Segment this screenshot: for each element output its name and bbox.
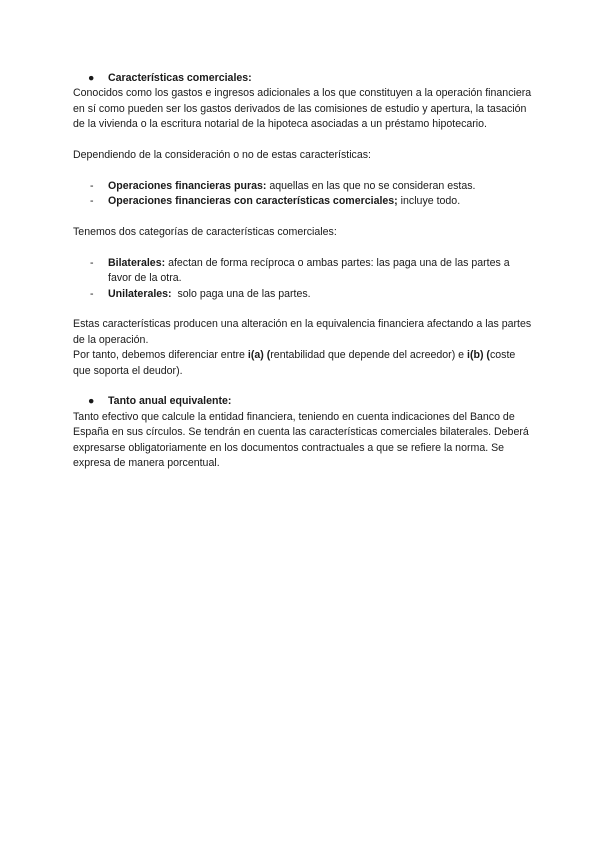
item-text: afectan de forma recíproca o ambas partes: las paga una de las partes a favor de la otra. <box>108 256 510 285</box>
spacer <box>73 210 533 225</box>
dash-icon: - <box>90 195 94 208</box>
dash-icon: - <box>90 256 94 269</box>
list-categorias <box>73 256 533 302</box>
paragraph-diferenciar <box>73 348 533 379</box>
spacer <box>73 240 533 255</box>
paragraph-categorias: Tenemos dos categorías de características comerciales: <box>73 226 337 239</box>
spacer <box>73 133 533 148</box>
item-text: incluye todo. <box>397 195 461 208</box>
heading-tanto-anual <box>73 394 533 409</box>
text-start: Por tanto, debemos diferenciar entre <box>73 349 248 362</box>
bullet-icon: ● <box>88 72 95 84</box>
heading-text: Tanto anual equivalente: <box>108 395 232 408</box>
paragraph-dependiendo: Dependiendo de la consideración o no de estas características: <box>73 149 371 162</box>
text-end: coste que soporta el deudor). <box>73 349 516 377</box>
spacer <box>73 302 533 317</box>
heading-caracteristicas-comerciales <box>73 71 533 86</box>
list-item-bilaterales <box>73 256 533 287</box>
list-item-unilaterales <box>73 287 533 302</box>
bullet-icon: ● <box>88 395 95 408</box>
spacer <box>73 379 533 394</box>
term-ia: i(a) ( <box>247 349 271 362</box>
document-content <box>73 71 533 471</box>
text-middle: rentabilidad que depende del acreedor) e <box>270 349 468 362</box>
dash-icon: - <box>90 287 94 300</box>
heading-text: Características comerciales: <box>108 72 252 84</box>
spacer <box>73 163 533 178</box>
dash-icon: - <box>90 179 94 192</box>
term-unilaterales: Unilaterales: <box>108 287 172 300</box>
list-item-operaciones-comerciales <box>73 194 533 209</box>
list-operaciones <box>73 179 533 210</box>
list-item-operaciones-puras <box>73 179 533 194</box>
paragraph-caracteristicas: Conocidos como los gastos e ingresos adicionales a los que constituyen a la operación financiera en sí como pueden ser los gastos derivados de las comisiones de estudio y apertura, la tasación de la vivienda o la escritura notarial de la hipoteca asociadas a un préstamo hipotecario. <box>73 87 532 131</box>
term-operaciones-comerciales: Operaciones financieras con características comerciales; <box>108 195 398 208</box>
term-ib: i(b) ( <box>467 349 490 362</box>
term-bilaterales: Bilaterales: <box>108 256 166 269</box>
term-operaciones-puras: Operaciones financieras puras: <box>108 179 267 192</box>
item-text: solo paga una de las partes. <box>171 287 311 300</box>
paragraph-tanto-anual: Tanto efectivo que calcule la entidad financiera, teniendo en cuenta indicaciones del Banco de España en sus círculos. Se tendrán en cuenta las características comerciales bilaterales. Deberá expresarse obligatoriamente en los documentos contractuales a que se refiere la norma. Se expresa de manera porcentual. <box>73 410 529 470</box>
paragraph-alteracion: Estas características producen una alteración en la equivalencia financiera afectando a las partes de la operación. <box>73 318 532 346</box>
item-text: aquellas en las que no se consideran estas. <box>266 179 476 192</box>
